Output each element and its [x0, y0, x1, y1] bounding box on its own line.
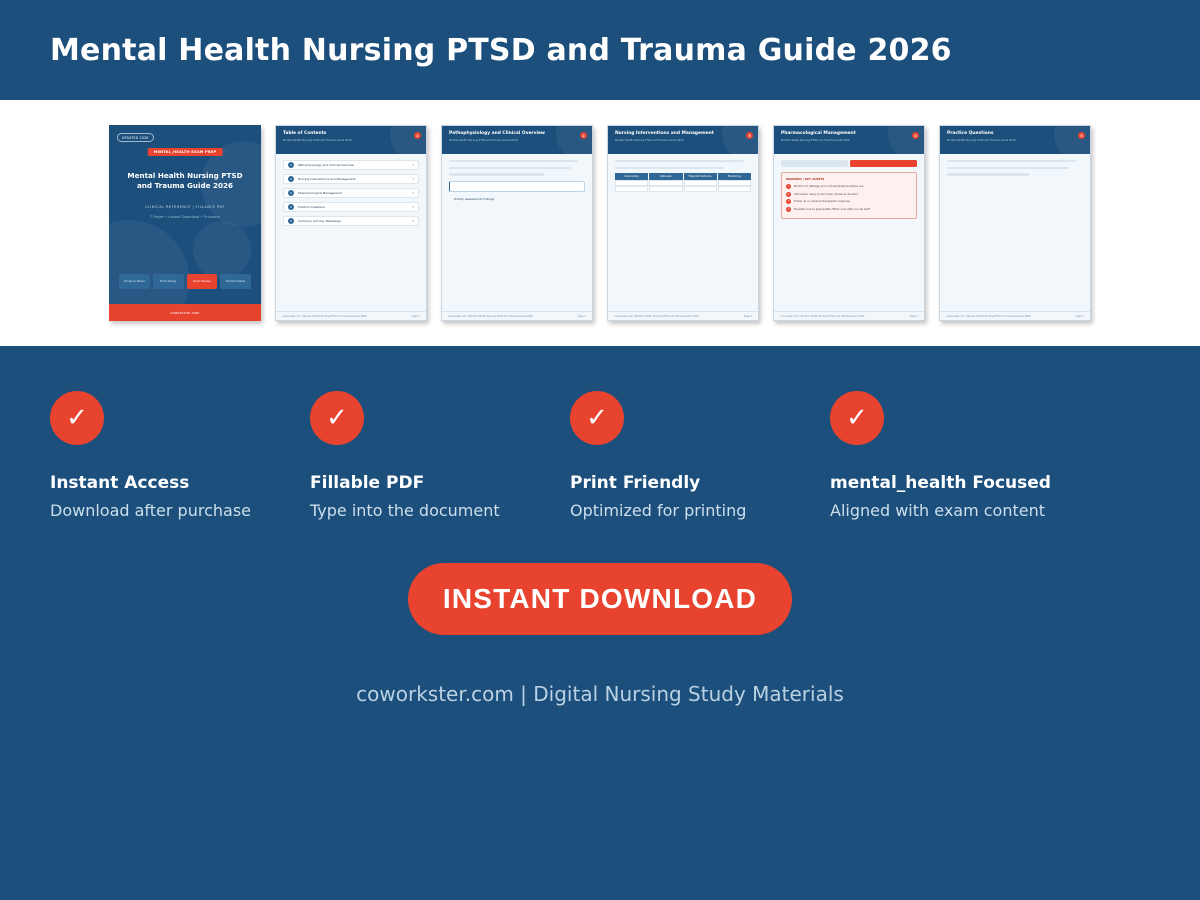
text-line: [615, 160, 744, 162]
feature-description: Type into the document: [310, 501, 500, 520]
table-cell: [615, 186, 648, 192]
page-heading: Practice Questions: [947, 131, 994, 136]
page-heading: Nursing Interventions and Management: [615, 131, 714, 136]
cover-footer-text: coworkster.com: [170, 310, 200, 315]
warning-row: [786, 192, 912, 197]
toc-page: 2: [412, 163, 414, 167]
site-footnote: coworkster.com | Digital Nursing Study Materials: [356, 682, 844, 706]
warning-number: 4: [787, 207, 790, 211]
tab-item[interactable]: [781, 160, 848, 167]
toc-number: 1: [288, 162, 294, 168]
page-footer-left: coworkster.com | Mental Health Nursing PTSD and Trauma Guide 2026: [946, 314, 1031, 318]
toc-number: 5: [288, 218, 294, 224]
page-footer: [442, 311, 592, 320]
page-number-badge: 5: [1078, 132, 1085, 139]
warning-number: 2: [787, 192, 790, 196]
page-number-badge: 4: [912, 132, 919, 139]
toc-label: Nursing Interventions and Management: [298, 177, 356, 181]
page-number-badge: 3: [746, 132, 753, 139]
page-heading: Pathophysiology and Clinical Overview: [449, 131, 545, 136]
page-footer-right: Page 3: [577, 314, 586, 318]
feature-item-print-friendly: [570, 391, 830, 520]
instant-download-button[interactable]: INSTANT DOWNLOAD: [408, 563, 792, 635]
warning-row: [786, 184, 912, 189]
page-header-band: [940, 126, 1090, 154]
preview-thumbnail-strip: [0, 100, 1200, 346]
cover-chip-row: [119, 274, 251, 289]
page-footer: [940, 311, 1090, 320]
decorative-circle: [193, 221, 251, 279]
cover-title-line1: Mental Health Nursing PTSD: [127, 171, 243, 180]
thumbnail-page-toc[interactable]: [275, 125, 427, 321]
page-header-band: [774, 126, 924, 154]
feature-description: Optimized for printing: [570, 501, 747, 520]
toc-row[interactable]: [283, 174, 419, 184]
cover-chip: Student Tested: [220, 274, 251, 289]
table-row: [615, 186, 751, 192]
table-column-header: Intervention: [615, 173, 648, 180]
page-footer-left: coworkster.com | Mental Health Nursing PTSD and Trauma Guide 2026: [614, 314, 699, 318]
feature-list: [0, 346, 1200, 520]
thumbnail-page-practice-questions[interactable]: [939, 125, 1091, 321]
page-body: [774, 154, 924, 311]
cover-title-line2: and Trauma Guide 2026: [136, 181, 234, 191]
warning-row: [786, 199, 912, 204]
toc-page: 6: [412, 219, 414, 223]
feature-item-instant-access: [50, 391, 310, 520]
toc-label: Pathophysiology and Clinical Overview: [298, 163, 354, 167]
cover-subtitle: CLINICAL REFERENCE | FILLABLE PDF: [144, 205, 226, 209]
toc-row[interactable]: [283, 216, 419, 226]
thumbnail-cover[interactable]: [109, 125, 261, 321]
page-header-band: [442, 126, 592, 154]
priority-callout: [449, 181, 585, 201]
warning-text: Escalate care to appropriate officer and notify on-call staff: [794, 207, 870, 211]
warning-row: [786, 207, 912, 212]
check-icon: ✓: [50, 391, 104, 445]
toc-row[interactable]: [283, 188, 419, 198]
text-line: [449, 173, 544, 175]
feature-title: mental_health Focused: [830, 473, 1051, 493]
check-icon: ✓: [310, 391, 364, 445]
page-subheading: Mental Health Nursing PTSD and Trauma Guide 2026: [449, 138, 518, 142]
feature-item-fillable-pdf: [310, 391, 570, 520]
page-number-badge: 2: [580, 132, 587, 139]
thumbnail-page-interventions[interactable]: [607, 125, 759, 321]
text-line: [947, 167, 1069, 169]
warning-text: Monitor for lethargy and contraindications before use: [794, 185, 864, 188]
feature-title: Fillable PDF: [310, 473, 425, 493]
cover-meta: 7 Pages • Instant Download • Printable: [150, 215, 220, 219]
page-footer: [608, 311, 758, 320]
tab-strip: [781, 160, 917, 167]
page-subheading: Mental Health Nursing PTSD and Trauma Guide 2026: [781, 138, 850, 142]
page-body: [276, 154, 426, 311]
page-footer: [276, 311, 426, 320]
feature-title: Instant Access: [50, 473, 190, 493]
toc-page: 3: [412, 177, 414, 181]
page-header-band: [608, 126, 758, 154]
page-footer-left: coworkster.com | Mental Health Nursing PTSD and Trauma Guide 2026: [448, 314, 533, 318]
page-footer-left: coworkster.com | Mental Health Nursing PTSD and Trauma Guide 2026: [282, 314, 367, 318]
cover-chip: Exam Ready: [153, 274, 184, 289]
table-cell: [649, 186, 682, 192]
toc-label: Practice Questions: [298, 205, 325, 209]
page-body: [940, 154, 1090, 311]
cover-category-badge: MENTAL_HEALTH EXAM PREP: [148, 148, 223, 156]
check-icon: ✓: [570, 391, 624, 445]
page-footer-left: coworkster.com | Mental Health Nursing PTSD and Trauma Guide 2026: [780, 314, 865, 318]
toc-number: 2: [288, 176, 294, 182]
page-footer-right: Page 6: [1075, 314, 1084, 318]
page-subheading: Mental Health Nursing PTSD and Trauma Guide 2026: [615, 138, 684, 142]
cta-container: [0, 563, 1200, 635]
text-line: [615, 167, 724, 169]
text-line: [947, 173, 1029, 175]
check-icon: ✓: [830, 391, 884, 445]
table-column-header: Rationale: [649, 173, 682, 180]
page-subheading: Mental Health Nursing PTSD and Trauma Guide 2026: [283, 138, 352, 142]
cover-updated-badge: UPDATED 2026: [117, 133, 154, 142]
toc-number: 3: [288, 190, 294, 196]
table-cell: [718, 186, 751, 192]
cover-title: [119, 171, 251, 192]
cover-chip: Evidence Based: [119, 274, 150, 289]
feature-title: Print Friendly: [570, 473, 701, 493]
page-footer: [774, 311, 924, 320]
warning-title: WARNING / KEY ALERTS: [786, 177, 825, 181]
thumbnail-page-pathophysiology[interactable]: [441, 125, 593, 321]
page-title: Mental Health Nursing PTSD and Trauma Guide 2026: [50, 32, 952, 68]
warning-text: Follow up on adverse therapeutic response: [794, 200, 850, 204]
toc-page: 5: [412, 205, 414, 209]
text-line: [449, 160, 578, 162]
page-footer-right: Page 2: [411, 314, 420, 318]
toc-row[interactable]: [283, 202, 419, 212]
table-column-header: Expected Outcome: [684, 173, 717, 180]
warning-text: Administer using correct dose, titrate as directed: [794, 192, 858, 196]
table-header-row: [615, 173, 751, 180]
page-header-band: [276, 126, 426, 154]
page-body: [608, 154, 758, 311]
callout-text: Priority Assessment Findings: [454, 196, 495, 201]
feature-item-exam-focused: [830, 391, 1090, 520]
toc-number: 4: [288, 204, 294, 210]
toc-row[interactable]: [283, 160, 419, 170]
cover-chip: Quick Review: [187, 274, 218, 289]
feature-description: Download after purchase: [50, 501, 251, 520]
warning-number: 3: [787, 200, 790, 204]
feature-description: Aligned with exam content: [830, 501, 1046, 520]
thumbnail-page-pharmacology[interactable]: [773, 125, 925, 321]
page-heading: Pharmacological Management: [781, 131, 856, 136]
cover-art: [109, 125, 261, 321]
page-number-badge: 2: [414, 132, 421, 139]
table-column-header: Monitoring: [718, 173, 751, 180]
warning-box: [781, 172, 917, 219]
page-body: [442, 154, 592, 311]
page-footer-right: Page 5: [909, 314, 918, 318]
toc-page: 4: [412, 191, 414, 195]
toc-label: Summary and Key Takeaways: [298, 219, 341, 223]
warning-number: 1: [787, 185, 790, 188]
tab-item-active[interactable]: [850, 160, 917, 167]
page-header: [0, 0, 1200, 100]
table-cell: [684, 186, 717, 192]
toc-label: Pharmacological Management: [298, 191, 342, 195]
page-footer-right: Page 4: [743, 314, 752, 318]
page-heading: Table of Contents: [283, 131, 327, 136]
text-line: [449, 167, 571, 169]
text-line: [947, 160, 1076, 162]
page-subheading: Mental Health Nursing PTSD and Trauma Guide 2026: [947, 138, 1016, 142]
cover-footer-bar: [109, 304, 261, 321]
